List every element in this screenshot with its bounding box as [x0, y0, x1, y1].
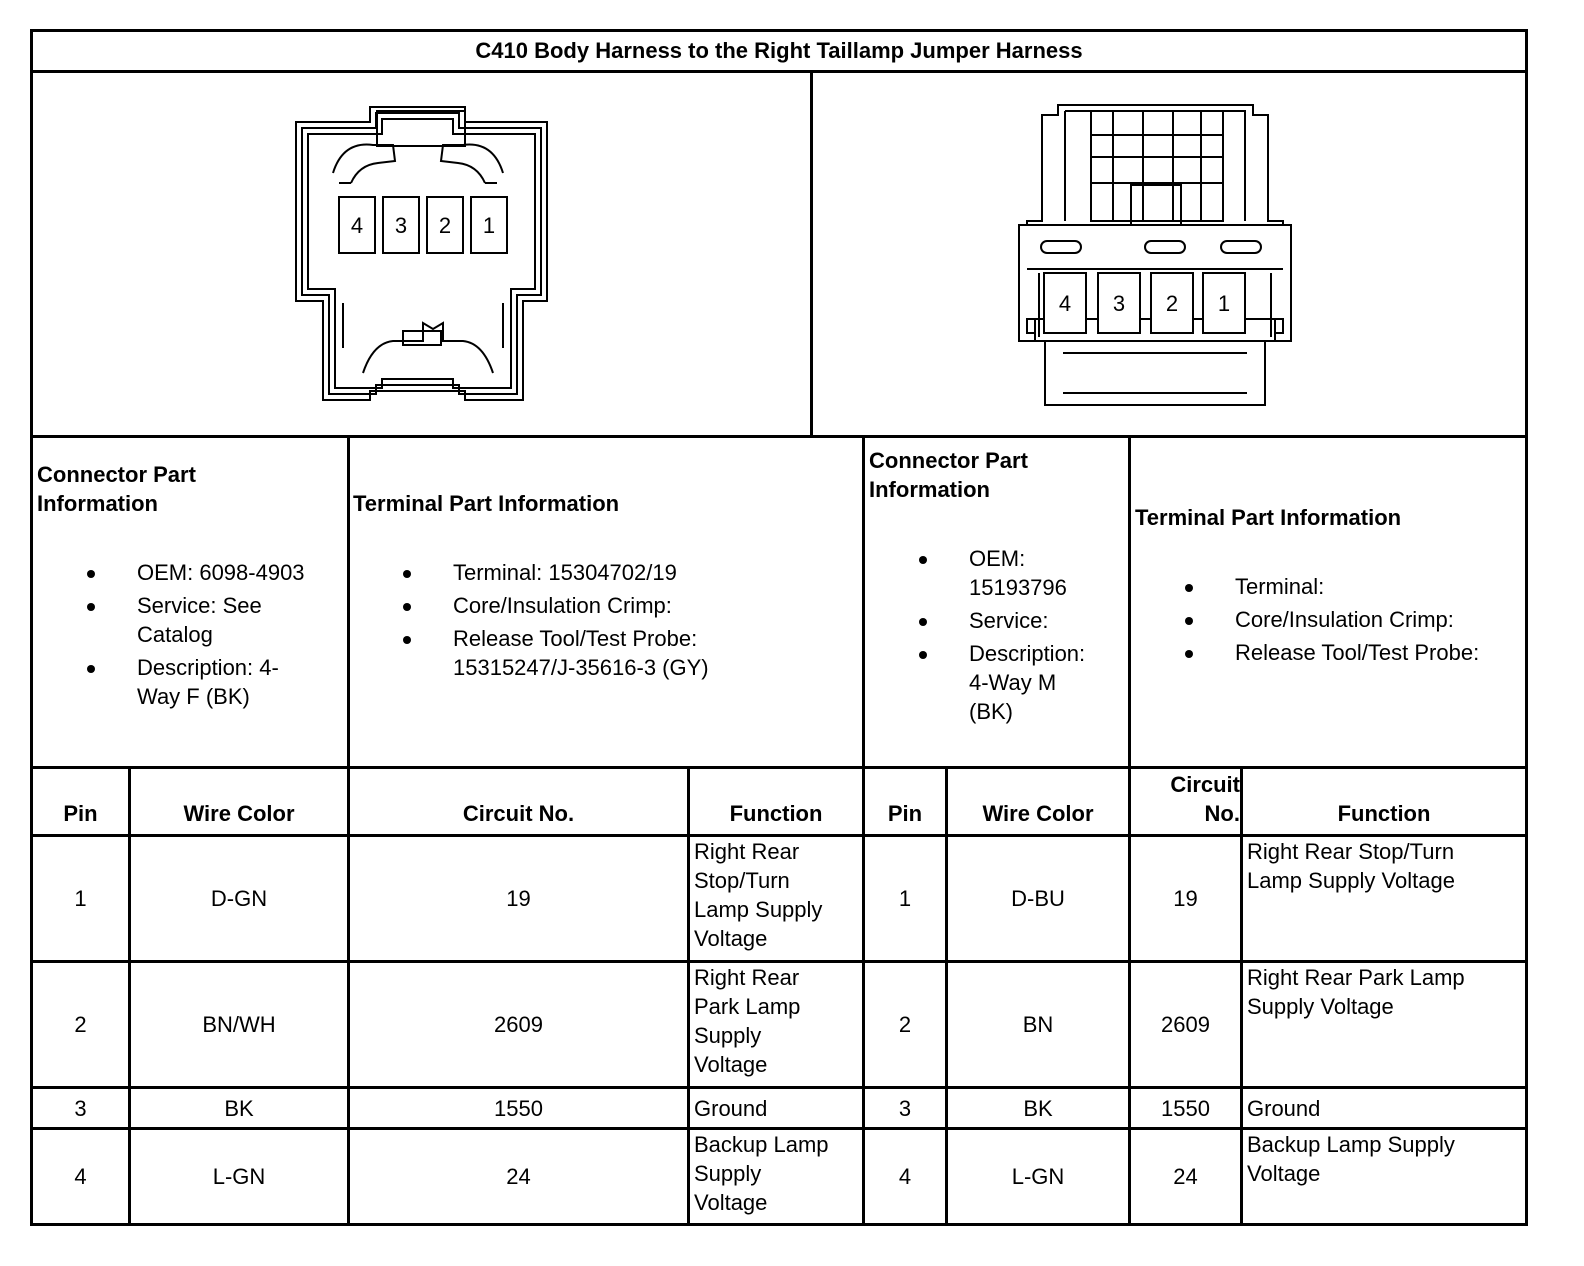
pinout-table: [33, 769, 1525, 1223]
right-pin-label: 2: [1165, 291, 1179, 316]
right-pin-label: 1: [1217, 291, 1231, 316]
header-circuit-no: Circuit No.: [1170, 771, 1240, 826]
list-item: OEM: 15193796: [919, 544, 1129, 602]
connector-document: [30, 29, 1528, 1226]
left-pin-label: 2: [438, 213, 452, 238]
table-cell-wire: D-GN: [210, 886, 268, 911]
right-terminal-info-heading: Terminal Part Information: [1135, 505, 1402, 530]
table-cell-wire: BN/WH: [202, 1012, 276, 1037]
list-item: OEM: 6098-4903: [87, 558, 357, 587]
list-item: Description: 4-Way M (BK): [919, 639, 1129, 726]
table-cell-function: Right Rear Stop/Turn Lamp Supply Voltage: [1247, 839, 1455, 893]
table-cell-wire: BN: [1022, 1012, 1054, 1037]
table-cell-function: Backup Lamp Supply Voltage: [694, 1132, 829, 1215]
table-cell-pin: 3: [74, 1095, 87, 1121]
right-connector-drawing-cell: [813, 73, 1525, 438]
right-pin-label: 3: [1112, 291, 1126, 316]
left-pin-cavities: [339, 197, 507, 253]
list-item: Release Tool/Test Probe: 15315247/J-35616-3 (GY): [403, 624, 833, 682]
header-function: Function: [1337, 801, 1431, 826]
header-pin: Pin: [63, 801, 98, 826]
right-pin-label: 4: [1058, 291, 1072, 316]
left-pin-label: 3: [394, 213, 408, 238]
table-cell-circuit: 19: [1173, 886, 1198, 911]
table-cell-pin: 2: [74, 1012, 87, 1037]
table-cell-circuit: 2609: [1161, 1012, 1210, 1037]
right-connector-info-heading: Connector Part Information: [869, 448, 1028, 502]
table-cell-circuit: 2609: [494, 1012, 543, 1037]
female-connector-drawing: [33, 73, 810, 435]
list-item: Terminal: 15304702/19: [403, 558, 833, 587]
table-cell-wire: D-BU: [1011, 886, 1065, 911]
table-cell-pin: 4: [74, 1164, 87, 1189]
table-cell-wire: L-GN: [212, 1164, 266, 1189]
list-item: Release Tool/Test Probe:: [1185, 638, 1525, 667]
table-cell-function: Backup Lamp Supply Voltage: [1247, 1132, 1455, 1186]
right-connector-info-list: [919, 544, 1129, 730]
left-terminal-info-heading: Terminal Part Information: [353, 491, 620, 516]
table-cell-circuit: 24: [506, 1164, 531, 1189]
table-cell-circuit: 1550: [1161, 1095, 1210, 1121]
left-pin-label: 4: [350, 213, 364, 238]
list-item: Terminal:: [1185, 572, 1525, 601]
table-cell-circuit: 19: [506, 886, 531, 911]
right-terminal-info-list: [1185, 572, 1525, 671]
header-function: Function: [729, 801, 823, 826]
header-wire-color: Wire Color: [982, 801, 1094, 826]
list-item: Service:: [919, 606, 1129, 635]
list-item: Core/Insulation Crimp:: [1185, 605, 1525, 634]
list-item: Service: See Catalog: [87, 591, 357, 649]
table-cell-pin: 1: [898, 886, 912, 911]
table-cell-circuit: 24: [1173, 1164, 1198, 1189]
table-cell-pin: 3: [898, 1095, 912, 1121]
right-pin-cavities: [1044, 273, 1245, 333]
header-pin: Pin: [887, 801, 923, 826]
table-cell-pin: 4: [898, 1164, 912, 1189]
male-connector-drawing: [813, 73, 1525, 435]
table-cell-wire: BK: [1023, 1095, 1053, 1121]
table-cell-pin: 2: [898, 1012, 912, 1037]
header-circuit-no: Circuit No.: [462, 801, 575, 826]
table-cell-wire: BK: [224, 1095, 254, 1121]
document-title: C410 Body Harness to the Right Taillamp Jumper Harness: [33, 32, 1525, 73]
table-cell-wire: L-GN: [1011, 1164, 1065, 1189]
left-pin-label: 1: [482, 213, 496, 238]
divider: [1128, 438, 1131, 766]
header-wire-color: Wire Color: [183, 801, 295, 826]
divider: [347, 438, 350, 766]
left-terminal-info-list: [403, 558, 833, 686]
table-cell-function: Right Rear Stop/Turn Lamp Supply Voltage: [694, 839, 823, 951]
table-cell-function: Right Rear Park Lamp Supply Voltage: [1247, 965, 1465, 1019]
list-item: Description: 4- Way F (BK): [87, 653, 357, 711]
table-cell-function: Right Rear Park Lamp Supply Voltage: [694, 965, 801, 1077]
table-cell-function: Ground: [1247, 1095, 1321, 1121]
divider: [862, 438, 865, 766]
part-info-row: [33, 438, 1525, 769]
left-connector-info-list: [87, 558, 357, 715]
table-cell-circuit: 1550: [494, 1095, 543, 1121]
left-connector-drawing-cell: [33, 73, 810, 438]
table-cell-pin: 1: [74, 886, 87, 911]
list-item: Core/Insulation Crimp:: [403, 591, 833, 620]
left-connector-info-heading: Connector Part Information: [37, 462, 196, 516]
table-cell-function: Ground: [694, 1095, 768, 1121]
